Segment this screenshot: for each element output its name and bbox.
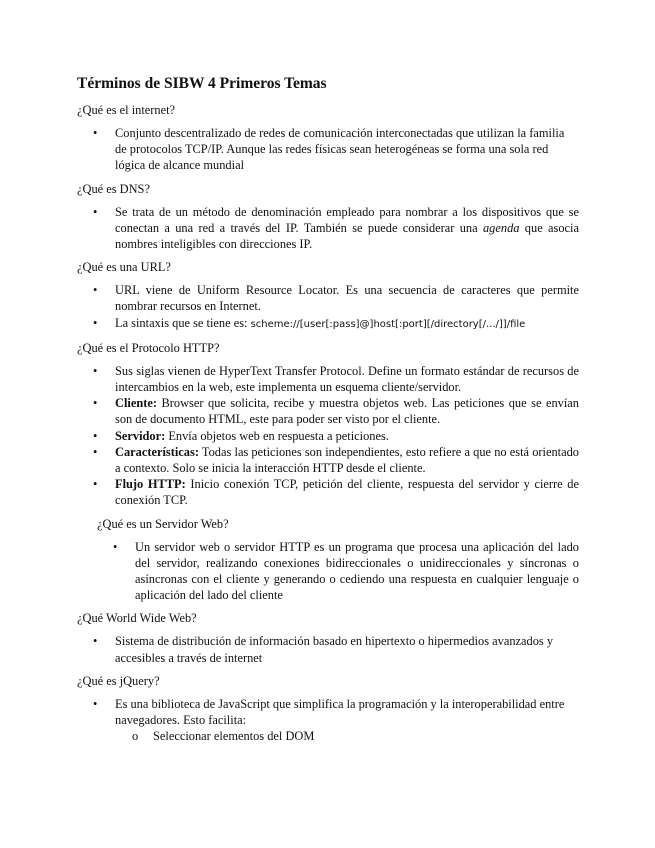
bullet-icon: • <box>93 283 98 298</box>
list-item <box>77 315 579 333</box>
item-text: Se trata de un método de denominación empleado para nombrar a los dispositivos que se conectan a una red a través del IP. También se puede considerar una <box>115 204 579 235</box>
item-text: Seleccionar elementos del DOM <box>153 729 315 744</box>
question-http: ¿Qué es el Protocolo HTTP? <box>77 340 220 355</box>
sub-bullet-icon: o <box>132 729 139 744</box>
list-item <box>77 363 579 395</box>
item-label: Cliente: <box>115 396 157 411</box>
item-text: Conjunto descentralizado de redes de comunicación interconectadas que utilizan la familia de protocolos TCP/IP. Aunque las redes físicas sean heterogéneas se forma una sola red lógica de alcance mundial <box>115 126 565 173</box>
item-label: Flujo HTTP: <box>115 477 186 492</box>
list-url <box>77 282 579 333</box>
item-emphasis: agenda <box>482 220 520 235</box>
bullet-icon: • <box>93 126 98 140</box>
question-www: ¿Qué World Wide Web? <box>77 611 197 626</box>
list-item <box>77 125 579 174</box>
item-text: Sistema de distribución de información basado en hipertexto o hipermedios avanzados y accesibles a través de internet <box>115 634 554 665</box>
item-text: URL viene de Uniform Resource Locator. Es una secuencia de caracteres que permite nombrar recursos en Internet. <box>115 283 579 314</box>
item-text: Envía objetos web en respuesta a peticiones. <box>165 428 389 443</box>
bullet-icon: • <box>93 204 98 219</box>
question-jquery: ¿Qué es jQuery? <box>77 673 160 688</box>
question-webserver: ¿Qué es un Servidor Web? <box>97 516 229 531</box>
item-text: Sus siglas vienen de HyperText Transfer Protocol. Define un formato estándar de recursos de intercambios en la web, este implementa un esquema cliente/servidor. <box>115 363 579 395</box>
question-url: ¿Qué es una URL? <box>77 260 171 275</box>
bullet-icon: • <box>93 315 98 330</box>
list-item <box>77 476 579 508</box>
bullet-icon: • <box>113 539 118 554</box>
list-item <box>97 539 579 604</box>
item-text: Un servidor web o servidor HTTP es un programa que procesa una aplicación del lado del servidor, realizando conexiones bidireccionales o unidireccionales y síncronas o asíncronas con el cliente y generando o cediendo una respuesta en cualquier lenguaje o aplicación del lado del cliente <box>135 539 579 603</box>
list-item <box>77 696 579 745</box>
document-title: Términos de SIBW 4 Primeros Temas <box>77 75 327 92</box>
item-label: Servidor: <box>115 428 166 443</box>
list-http <box>77 363 579 509</box>
list-dns <box>77 204 579 253</box>
bullet-icon: • <box>93 396 98 411</box>
list-jquery <box>77 696 579 745</box>
question-dns: ¿Qué es DNS? <box>77 181 150 196</box>
bullet-icon: • <box>93 477 98 492</box>
item-text: Es una biblioteca de JavaScript que simplifica la programación y la interoperabilidad entre navegadores. Esto facilita: <box>115 696 565 728</box>
list-www <box>77 633 579 665</box>
bullet-icon: • <box>93 696 98 711</box>
item-text: La sintaxis que se tiene es: <box>115 315 251 330</box>
list-internet <box>77 125 579 174</box>
bullet-icon: • <box>93 634 98 649</box>
list-item <box>77 282 579 314</box>
sub-list-item <box>115 728 579 744</box>
document-page <box>77 74 579 751</box>
list-item <box>77 395 579 427</box>
item-text: Inicio conexión TCP, petición del cliente, respuesta del servidor y cierre de conexión TCP. <box>115 477 580 508</box>
bullet-icon: • <box>93 363 98 378</box>
list-item <box>77 428 579 444</box>
question-internet: ¿Qué es el internet? <box>77 103 176 117</box>
item-label: Características: <box>115 444 199 459</box>
list-webserver <box>97 539 579 604</box>
item-text: Browser que solicita, recibe y muestra objetos web. Las peticiones que se envían son de documento HTML, este para poder ser visto por el cliente. <box>115 396 579 427</box>
sub-list-jquery <box>115 728 579 744</box>
bullet-icon: • <box>93 428 98 443</box>
list-item <box>77 633 579 665</box>
item-text: Todas las peticiones son independientes, esto refiere a que no está orientado a contexto. Solo se inicia la interacción HTTP desde el cliente. <box>115 444 579 476</box>
bullet-icon: • <box>93 444 98 459</box>
item-text: que asocia nombres inteligibles con direcciones IP. <box>115 220 579 252</box>
list-item <box>77 204 579 253</box>
url-syntax-code: scheme://[user[:pass]@]host[:port][/directory[/.../]]/file <box>250 318 526 330</box>
list-item <box>77 444 579 476</box>
